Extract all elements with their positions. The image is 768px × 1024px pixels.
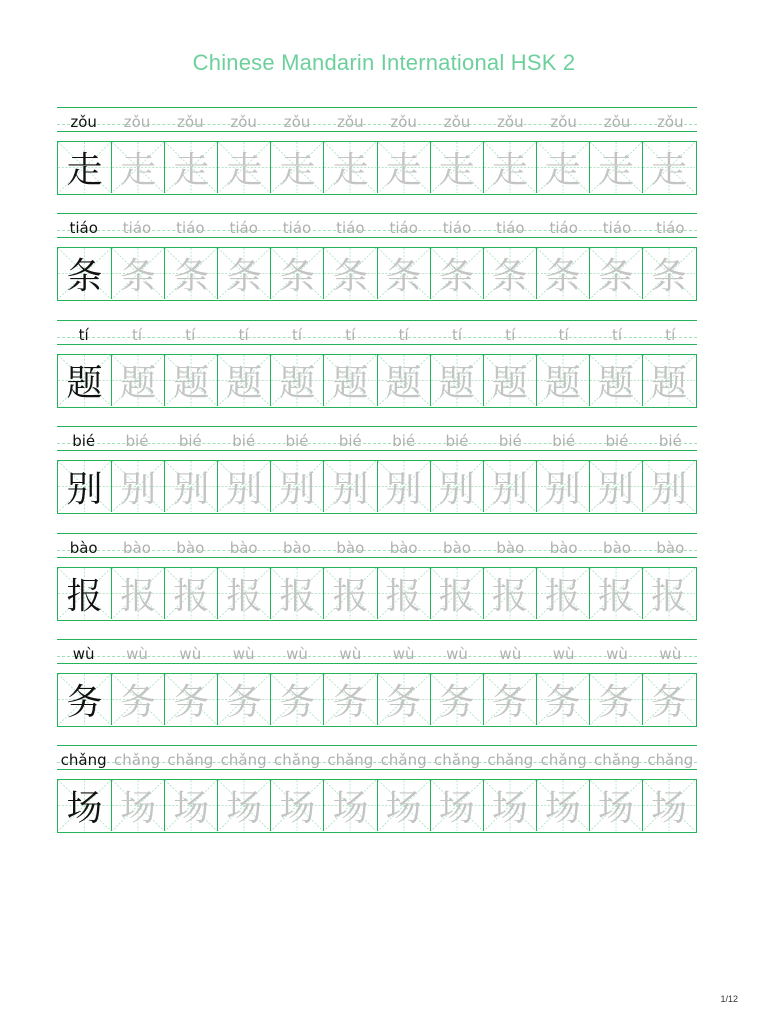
- trace-character: 务: [120, 681, 157, 723]
- pinyin-trace: wù: [552, 644, 575, 663]
- pinyin-trace: bié: [605, 432, 629, 451]
- trace-character: 走: [491, 150, 528, 191]
- practice-cell: [377, 248, 430, 299]
- character-boxes: [57, 673, 697, 727]
- practice-cell: [642, 674, 695, 725]
- pinyin-trace: wù: [392, 644, 415, 663]
- pinyin-trace: chǎng: [327, 751, 374, 770]
- pinyin-trace: chǎng: [647, 751, 694, 770]
- pinyin-trace: tí: [558, 325, 569, 344]
- pinyin-trace: zǒu: [390, 113, 417, 131]
- trace-character: 报: [173, 575, 210, 617]
- practice-cell: [164, 461, 217, 512]
- trace-character: 别: [438, 469, 475, 511]
- practice-row: [57, 533, 697, 639]
- practice-cell: [483, 142, 536, 193]
- model-character: 报: [66, 575, 103, 617]
- practice-cell: [430, 461, 483, 512]
- practice-cell: [430, 355, 483, 406]
- pinyin-trace: zǒu: [550, 113, 577, 131]
- pinyin-trace: bào: [336, 538, 365, 557]
- pinyin-trace: tiáo: [656, 219, 685, 238]
- trace-character: 场: [438, 788, 475, 830]
- practice-row: [57, 426, 697, 532]
- trace-character: 题: [544, 362, 581, 404]
- pinyin-trace: tí: [398, 325, 409, 344]
- trace-character: 场: [279, 788, 316, 830]
- pinyin-trace: tí: [665, 325, 676, 344]
- practice-cell: [430, 780, 483, 831]
- practice-cell: [111, 780, 164, 831]
- practice-cell: [536, 248, 589, 299]
- practice-cell: [642, 568, 695, 619]
- pinyin-trace: wù: [499, 644, 522, 663]
- trace-character: 题: [650, 362, 687, 404]
- pinyin-guide-line: [57, 213, 697, 237]
- pinyin-trace: bào: [549, 538, 578, 557]
- practice-cell: [111, 674, 164, 725]
- pinyin-trace: chǎng: [540, 751, 587, 770]
- pinyin-model: tiáo: [69, 219, 98, 238]
- trace-character: 条: [279, 256, 316, 298]
- pinyin-trace: wù: [659, 644, 682, 663]
- pinyin-trace: tí: [185, 325, 196, 344]
- practice-cell: [589, 355, 642, 406]
- pinyin-trace: chǎng: [594, 751, 640, 770]
- pinyin-trace: wù: [286, 644, 308, 663]
- pinyin-trace: zǒu: [123, 113, 151, 131]
- trace-character: 走: [173, 150, 210, 191]
- trace-character: 走: [279, 150, 316, 191]
- trace-character: 务: [332, 681, 369, 723]
- trace-character: 报: [385, 575, 422, 617]
- trace-character: 场: [597, 788, 634, 830]
- trace-character: 务: [226, 681, 263, 723]
- practice-cell: [589, 248, 642, 299]
- practice-row: [57, 107, 697, 213]
- page-number: 1/12: [720, 994, 738, 1004]
- pinyin-trace: chǎng: [434, 751, 480, 770]
- trace-character: 题: [279, 362, 316, 404]
- practice-cell: [58, 568, 111, 619]
- pinyin-trace: tiáo: [496, 219, 525, 238]
- trace-character: 条: [544, 256, 581, 298]
- practice-cell: [58, 461, 111, 512]
- pinyin-trace: bào: [443, 538, 471, 557]
- pinyin-trace: zǒu: [443, 113, 471, 131]
- trace-character: 题: [173, 362, 210, 404]
- trace-character: 报: [650, 575, 687, 617]
- pinyin-guide-line: [57, 745, 697, 769]
- practice-cell: [58, 674, 111, 725]
- pinyin-trace: tí: [291, 325, 303, 344]
- pinyin-trace: zǒu: [337, 113, 364, 131]
- trace-character: 条: [650, 256, 687, 298]
- practice-row: [57, 745, 697, 851]
- practice-cell: [164, 142, 217, 193]
- pinyin-model: chǎng: [60, 751, 107, 770]
- practice-cell: [430, 568, 483, 619]
- pinyin-trace: wù: [126, 644, 148, 663]
- pinyin-trace: chǎng: [114, 751, 160, 770]
- pinyin-trace: wù: [339, 644, 362, 663]
- trace-character: 别: [120, 469, 157, 511]
- practice-cell: [217, 355, 270, 406]
- practice-cell: [377, 568, 430, 619]
- pinyin-trace: tiáo: [442, 219, 472, 238]
- practice-cell: [483, 248, 536, 299]
- practice-cell: [323, 248, 376, 299]
- pinyin-trace: wù: [232, 644, 255, 663]
- practice-cell: [58, 355, 111, 406]
- pinyin-trace: tiáo: [282, 219, 312, 238]
- trace-character: 别: [650, 469, 687, 511]
- pinyin-trace: bié: [338, 432, 362, 451]
- practice-cell: [217, 461, 270, 512]
- trace-character: 报: [279, 575, 316, 617]
- pinyin-trace: chǎng: [220, 751, 267, 770]
- pinyin-trace: tiáo: [602, 219, 632, 238]
- practice-cell: [323, 355, 376, 406]
- practice-cell: [536, 568, 589, 619]
- pinyin-trace: chǎng: [380, 751, 427, 770]
- model-character: 场: [66, 788, 103, 830]
- character-boxes: [57, 141, 697, 195]
- practice-cell: [483, 674, 536, 725]
- practice-cell: [323, 780, 376, 831]
- pinyin-model: tí: [78, 325, 89, 344]
- trace-character: 报: [544, 575, 581, 617]
- trace-character: 走: [597, 150, 634, 191]
- practice-cell: [270, 568, 323, 619]
- pinyin-guide-line: [57, 533, 697, 557]
- practice-cell: [377, 355, 430, 406]
- practice-cell: [483, 461, 536, 512]
- trace-character: 报: [491, 575, 528, 617]
- practice-cell: [217, 674, 270, 725]
- practice-grid: [57, 107, 697, 852]
- pinyin-trace: tiáo: [336, 219, 365, 238]
- trace-character: 务: [173, 681, 210, 723]
- pinyin-trace: wù: [179, 644, 202, 663]
- practice-cell: [164, 568, 217, 619]
- practice-cell: [536, 142, 589, 193]
- pinyin-trace: wù: [606, 644, 628, 663]
- model-character: 别: [66, 469, 103, 511]
- trace-character: 条: [438, 256, 475, 298]
- trace-character: 报: [597, 575, 634, 617]
- page-title: Chinese Mandarin International HSK 2: [192, 50, 576, 75]
- practice-cell: [164, 674, 217, 725]
- trace-character: 务: [385, 681, 422, 723]
- practice-cell: [111, 461, 164, 512]
- pinyin-trace: zǒu: [177, 113, 204, 131]
- practice-cell: [217, 248, 270, 299]
- character-boxes: [57, 247, 697, 301]
- practice-cell: [642, 248, 695, 299]
- practice-row: [57, 320, 697, 426]
- practice-cell: [111, 142, 164, 193]
- practice-row: [57, 639, 697, 745]
- practice-cell: [58, 248, 111, 299]
- trace-character: 走: [332, 150, 369, 191]
- pinyin-trace: bào: [603, 538, 631, 557]
- pinyin-trace: bào: [229, 538, 258, 557]
- practice-cell: [323, 674, 376, 725]
- trace-character: 场: [650, 788, 687, 830]
- model-character: 题: [66, 362, 103, 404]
- trace-character: 场: [332, 788, 369, 830]
- trace-character: 别: [597, 469, 634, 511]
- trace-character: 报: [332, 575, 369, 617]
- trace-character: 场: [173, 788, 210, 830]
- practice-cell: [217, 780, 270, 831]
- practice-cell: [377, 780, 430, 831]
- trace-character: 走: [544, 150, 581, 191]
- pinyin-trace: bào: [656, 538, 685, 557]
- trace-character: 报: [226, 575, 263, 617]
- model-character: 务: [66, 681, 103, 723]
- pinyin-trace: bié: [552, 432, 576, 451]
- pinyin-trace: bié: [125, 432, 149, 451]
- trace-character: 条: [597, 256, 634, 298]
- pinyin-trace: chǎng: [487, 751, 534, 770]
- practice-cell: [270, 142, 323, 193]
- practice-cell: [270, 355, 323, 406]
- trace-character: 务: [650, 681, 687, 723]
- trace-character: 别: [226, 469, 263, 511]
- practice-cell: [217, 568, 270, 619]
- trace-character: 走: [438, 150, 475, 191]
- character-boxes: [57, 567, 697, 621]
- trace-character: 题: [597, 362, 634, 404]
- practice-cell: [589, 568, 642, 619]
- character-boxes: [57, 354, 697, 408]
- practice-cell: [589, 142, 642, 193]
- practice-cell: [430, 674, 483, 725]
- pinyin-model: zǒu: [70, 113, 97, 131]
- trace-character: 条: [491, 256, 528, 298]
- trace-character: 报: [438, 575, 475, 617]
- pinyin-trace: tiáo: [229, 219, 258, 238]
- pinyin-trace: bào: [389, 538, 418, 557]
- trace-character: 别: [385, 469, 422, 511]
- practice-cell: [589, 461, 642, 512]
- pinyin-trace: zǒu: [603, 113, 631, 131]
- pinyin-trace: bào: [496, 538, 525, 557]
- pinyin-trace: bié: [232, 432, 256, 451]
- pinyin-trace: zǒu: [283, 113, 311, 131]
- practice-cell: [111, 248, 164, 299]
- pinyin-trace: tiáo: [122, 219, 152, 238]
- practice-cell: [58, 142, 111, 193]
- pinyin-trace: tí: [238, 325, 249, 344]
- pinyin-trace: bào: [176, 538, 205, 557]
- pinyin-trace: tí: [611, 325, 623, 344]
- pinyin-model: wù: [72, 644, 95, 663]
- trace-character: 条: [173, 256, 210, 298]
- pinyin-trace: tiáo: [549, 219, 578, 238]
- character-boxes: [57, 779, 697, 833]
- trace-character: 条: [332, 256, 369, 298]
- trace-character: 走: [120, 150, 157, 191]
- pinyin-trace: chǎng: [274, 751, 320, 770]
- pinyin-trace: bào: [123, 538, 151, 557]
- pinyin-trace: zǒu: [230, 113, 257, 131]
- pinyin-trace: tiáo: [176, 219, 205, 238]
- trace-character: 场: [544, 788, 581, 830]
- trace-character: 别: [279, 469, 316, 511]
- trace-character: 务: [438, 681, 475, 723]
- practice-cell: [164, 248, 217, 299]
- practice-cell: [377, 142, 430, 193]
- practice-cell: [642, 461, 695, 512]
- practice-cell: [430, 142, 483, 193]
- pinyin-guide-line: [57, 107, 697, 131]
- pinyin-trace: bié: [498, 432, 522, 451]
- practice-cell: [270, 780, 323, 831]
- pinyin-trace: tí: [345, 325, 356, 344]
- practice-cell: [536, 780, 589, 831]
- practice-cell: [164, 355, 217, 406]
- model-character: 条: [66, 256, 103, 298]
- trace-character: 场: [120, 788, 157, 830]
- trace-character: 别: [491, 469, 528, 511]
- pinyin-model: bào: [69, 538, 98, 557]
- pinyin-trace: zǒu: [497, 113, 524, 131]
- pinyin-guide-line: [57, 426, 697, 450]
- trace-character: 务: [279, 681, 316, 723]
- pinyin-trace: chǎng: [167, 751, 214, 770]
- practice-cell: [536, 355, 589, 406]
- trace-character: 题: [491, 362, 528, 404]
- trace-character: 务: [597, 681, 634, 723]
- trace-character: 走: [385, 150, 422, 191]
- practice-cell: [483, 780, 536, 831]
- trace-character: 走: [650, 150, 687, 191]
- trace-character: 别: [332, 469, 369, 511]
- trace-character: 题: [438, 362, 475, 404]
- pinyin-trace: zǒu: [657, 113, 684, 131]
- practice-cell: [483, 355, 536, 406]
- pinyin-guide-line: [57, 320, 697, 344]
- pinyin-trace: tí: [451, 325, 463, 344]
- practice-cell: [589, 674, 642, 725]
- practice-cell: [377, 461, 430, 512]
- practice-cell: [270, 248, 323, 299]
- trace-character: 条: [120, 256, 157, 298]
- practice-cell: [270, 674, 323, 725]
- character-boxes: [57, 460, 697, 514]
- pinyin-trace: bié: [285, 432, 309, 451]
- practice-cell: [323, 461, 376, 512]
- pinyin-trace: bié: [178, 432, 202, 451]
- trace-character: 报: [120, 575, 157, 617]
- practice-cell: [58, 780, 111, 831]
- practice-cell: [642, 142, 695, 193]
- pinyin-trace: tí: [131, 325, 143, 344]
- practice-cell: [589, 780, 642, 831]
- practice-row: [57, 213, 697, 319]
- pinyin-trace: tiáo: [389, 219, 418, 238]
- practice-cell: [323, 568, 376, 619]
- trace-character: 条: [385, 256, 422, 298]
- trace-character: 走: [226, 150, 263, 191]
- trace-character: 别: [544, 469, 581, 511]
- practice-cell: [536, 674, 589, 725]
- pinyin-model: bié: [72, 432, 96, 451]
- pinyin-trace: wù: [446, 644, 468, 663]
- practice-cell: [111, 355, 164, 406]
- trace-character: 题: [332, 362, 369, 404]
- pinyin-trace: bié: [445, 432, 469, 451]
- practice-cell: [642, 780, 695, 831]
- trace-character: 场: [226, 788, 263, 830]
- practice-cell: [536, 461, 589, 512]
- practice-cell: [111, 568, 164, 619]
- pinyin-trace: bié: [658, 432, 682, 451]
- trace-character: 务: [544, 681, 581, 723]
- trace-character: 题: [385, 362, 422, 404]
- practice-cell: [270, 461, 323, 512]
- pinyin-trace: bào: [283, 538, 311, 557]
- practice-cell: [377, 674, 430, 725]
- trace-character: 题: [226, 362, 263, 404]
- trace-character: 别: [173, 469, 210, 511]
- practice-cell: [430, 248, 483, 299]
- practice-cell: [323, 142, 376, 193]
- model-character: 走: [66, 150, 103, 191]
- pinyin-trace: bié: [392, 432, 416, 451]
- trace-character: 条: [226, 256, 263, 298]
- practice-cell: [217, 142, 270, 193]
- pinyin-trace: tí: [505, 325, 516, 344]
- trace-character: 务: [491, 681, 528, 723]
- trace-character: 题: [120, 362, 157, 404]
- trace-character: 场: [385, 788, 422, 830]
- trace-character: 场: [491, 788, 528, 830]
- practice-cell: [642, 355, 695, 406]
- pinyin-guide-line: [57, 639, 697, 663]
- practice-cell: [164, 780, 217, 831]
- practice-cell: [483, 568, 536, 619]
